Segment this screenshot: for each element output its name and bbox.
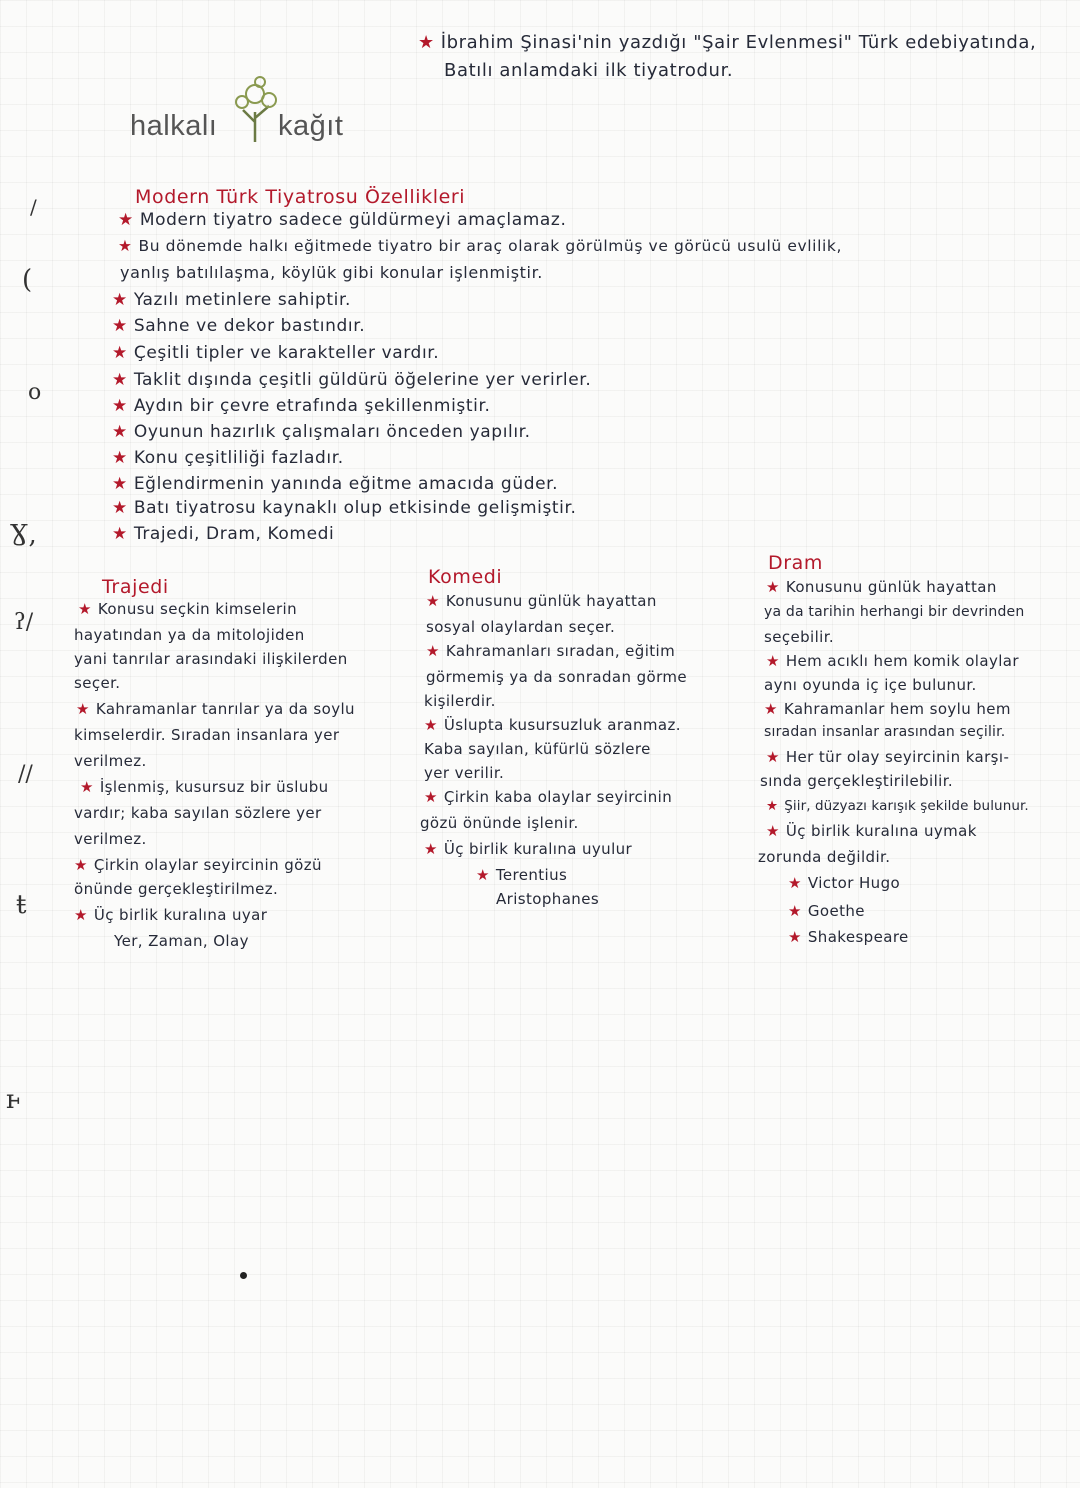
star-icon: ★ (118, 237, 133, 255)
komedi-line: Aristophanes (496, 890, 600, 908)
star-icon: ★ (112, 370, 128, 390)
top-note-line-1: ★ İbrahim Şinasi'nin yazdığı "Şair Evlenmesi" Türk edebiyatında, (418, 32, 1037, 53)
star-icon: ★ (766, 748, 780, 766)
modern-item: ★ Modern tiyatro sadece güldürmeyi amaçlamaz. (118, 210, 567, 230)
trajedi-line: kimselerdir. Sıradan insanlara yer (74, 726, 340, 744)
star-icon: ★ (112, 290, 128, 310)
trajedi-line: verilmez. (74, 830, 147, 848)
margin-mark: / (30, 195, 37, 219)
logo-text-left: halkalı (130, 110, 218, 142)
trajedi-line: hayatından ya da mitolojiden (74, 626, 305, 644)
star-icon: ★ (112, 422, 128, 442)
komedi-line: ★ Çirkin kaba olaylar seyircinin (424, 788, 673, 806)
top-note-line-2: Batılı anlamdaki ilk tiyatrodur. (444, 60, 734, 81)
modern-item-continuation: yanlış batılılaşma, köylük gibi konular işlenmiştir. (120, 263, 543, 282)
dram-line: ★ Shakespeare (788, 928, 909, 946)
margin-mark: o (28, 380, 42, 405)
margin-mark: ⱶ (6, 1085, 21, 1115)
komedi-line: ★ Kahramanları sıradan, eğitim (426, 642, 676, 660)
trajedi-line: ★ Konusu seçkin kimselerin (78, 600, 297, 618)
dram-line: sıradan insanlar arasından seçilir. (764, 724, 1006, 740)
star-icon: ★ (78, 600, 92, 618)
star-icon: ★ (426, 642, 440, 660)
komedi-line: yer verilir. (424, 764, 505, 782)
star-icon: ★ (112, 498, 128, 518)
komedi-line: ★ Üslupta kusursuzluk aranmaz. (424, 716, 681, 734)
modern-item: ★ Çeşitli tipler ve karakteller vardır. (112, 343, 440, 363)
dram-line: ★ Hem acıklı hem komik olaylar (766, 652, 1019, 670)
komedi-line: gözü önünde işlenir. (420, 814, 579, 832)
margin-mark: Ɣ, (10, 520, 37, 550)
star-icon: ★ (112, 343, 128, 363)
komedi-line: ★ Üç birlik kuralına uyulur (424, 840, 633, 858)
dram-line: ★ Konusunu günlük hayattan (766, 578, 997, 596)
margin-mark: // (18, 762, 33, 787)
trajedi-line: verilmez. (74, 752, 147, 770)
margin-mark: ( (22, 265, 33, 295)
star-icon: ★ (766, 578, 780, 596)
star-icon: ★ (118, 210, 134, 230)
komedi-column (420, 566, 740, 926)
ink-dot (240, 1272, 247, 1279)
star-icon: ★ (112, 448, 128, 468)
modern-item: ★ Konu çeşitliliği fazladır. (112, 448, 344, 468)
modern-item: ★ Eğlendirmenin yanında eğitme amacıda güder. (112, 474, 559, 494)
dram-line: ★ Kahramanlar hem soylu hem (764, 700, 1011, 718)
trajedi-title: Trajedi (102, 576, 169, 598)
star-icon: ★ (788, 928, 802, 946)
star-icon: ★ (788, 874, 802, 892)
dram-column (756, 552, 1076, 952)
star-icon: ★ (74, 856, 88, 874)
modern-item: ★ Bu dönemde halkı eğitmede tiyatro bir araç olarak görülmüş ve görücü usulü evlilik, (118, 237, 842, 255)
komedi-line: ★ Terentius (476, 866, 568, 884)
star-icon: ★ (418, 32, 435, 53)
dram-line: sında gerçekleştirilebilir. (760, 772, 954, 790)
star-icon: ★ (74, 906, 88, 924)
modern-item: ★ Aydın bir çevre etrafında şekillenmiştir. (112, 396, 491, 416)
dram-line: ★ Goethe (788, 902, 865, 920)
komedi-line: ★ Konusunu günlük hayattan (426, 592, 657, 610)
dram-line: zorunda değildir. (758, 848, 891, 866)
modern-item: ★ Sahne ve dekor bastındır. (112, 316, 366, 336)
star-icon: ★ (476, 866, 490, 884)
komedi-line: kişilerdir. (424, 692, 496, 710)
star-icon: ★ (112, 524, 128, 544)
komedi-line: sosyal olaylardan seçer. (426, 618, 616, 636)
komedi-title: Komedi (428, 566, 503, 588)
modern-title: Modern Türk Tiyatrosu Özellikleri (135, 186, 466, 208)
logo-text-right: kağıt (278, 110, 344, 142)
dram-line: ya da tarihin herhangi bir devrinden (764, 604, 1025, 620)
trajedi-line: ★ İşlenmiş, kusursuz bir üslubu (80, 778, 329, 796)
dram-line: seçebilir. (764, 628, 835, 646)
star-icon: ★ (788, 902, 802, 920)
star-icon: ★ (424, 716, 438, 734)
margin-mark: ŧ (16, 890, 27, 920)
trajedi-line: ★ Üç birlik kuralına uyar (74, 906, 268, 924)
modern-item: ★ Trajedi, Dram, Komedi (112, 524, 335, 544)
star-icon: ★ (764, 700, 778, 718)
trajedi-line: ★ Kahramanlar tanrılar ya da soylu (76, 700, 355, 718)
dram-line: aynı oyunda iç içe bulunur. (764, 676, 977, 694)
star-icon: ★ (424, 840, 438, 858)
modern-item: ★ Batı tiyatrosu kaynaklı olup etkisinde gelişmiştir. (112, 498, 577, 518)
trajedi-line: yani tanrılar arasındaki ilişkilerden (74, 650, 348, 668)
star-icon: ★ (80, 778, 94, 796)
margin-mark: ʔ/ (14, 610, 34, 635)
modern-item: ★ Oyunun hazırlık çalışmaları önceden yapılır. (112, 422, 531, 442)
star-icon: ★ (112, 316, 128, 336)
star-icon: ★ (112, 396, 128, 416)
trajedi-line: önünde gerçekleştirilmez. (74, 880, 279, 898)
tree-icon (225, 72, 285, 144)
star-icon: ★ (766, 652, 780, 670)
trajedi-line: ★ Çirkin olaylar seyircinin gözü (74, 856, 322, 874)
star-icon: ★ (766, 798, 779, 814)
trajedi-line: seçer. (74, 674, 121, 692)
brand-logo (130, 72, 360, 152)
modern-item: ★ Yazılı metinlere sahiptir. (112, 290, 352, 310)
star-icon: ★ (424, 788, 438, 806)
dram-title: Dram (768, 552, 823, 574)
dram-line: ★ Victor Hugo (788, 874, 901, 892)
trajedi-column (74, 576, 394, 976)
modern-item: ★ Taklit dışında çeşitli güldürü öğelerine yer verirler. (112, 370, 592, 390)
star-icon: ★ (766, 822, 780, 840)
dram-line: ★ Her tür olay seyircinin karşı- (766, 748, 1010, 766)
star-icon: ★ (426, 592, 440, 610)
komedi-line: görmemiş ya da sonradan görme (426, 668, 688, 686)
star-icon: ★ (76, 700, 90, 718)
dram-line: ★ Şiir, düzyazı karışık şekilde bulunur. (766, 798, 1029, 814)
trajedi-line: Yer, Zaman, Olay (114, 932, 249, 950)
trajedi-line: vardır; kaba sayılan sözlere yer (74, 804, 322, 822)
star-icon: ★ (112, 474, 128, 494)
dram-line: ★ Üç birlik kuralına uymak (766, 822, 977, 840)
komedi-line: Kaba sayılan, küfürlü sözlere (424, 740, 651, 758)
